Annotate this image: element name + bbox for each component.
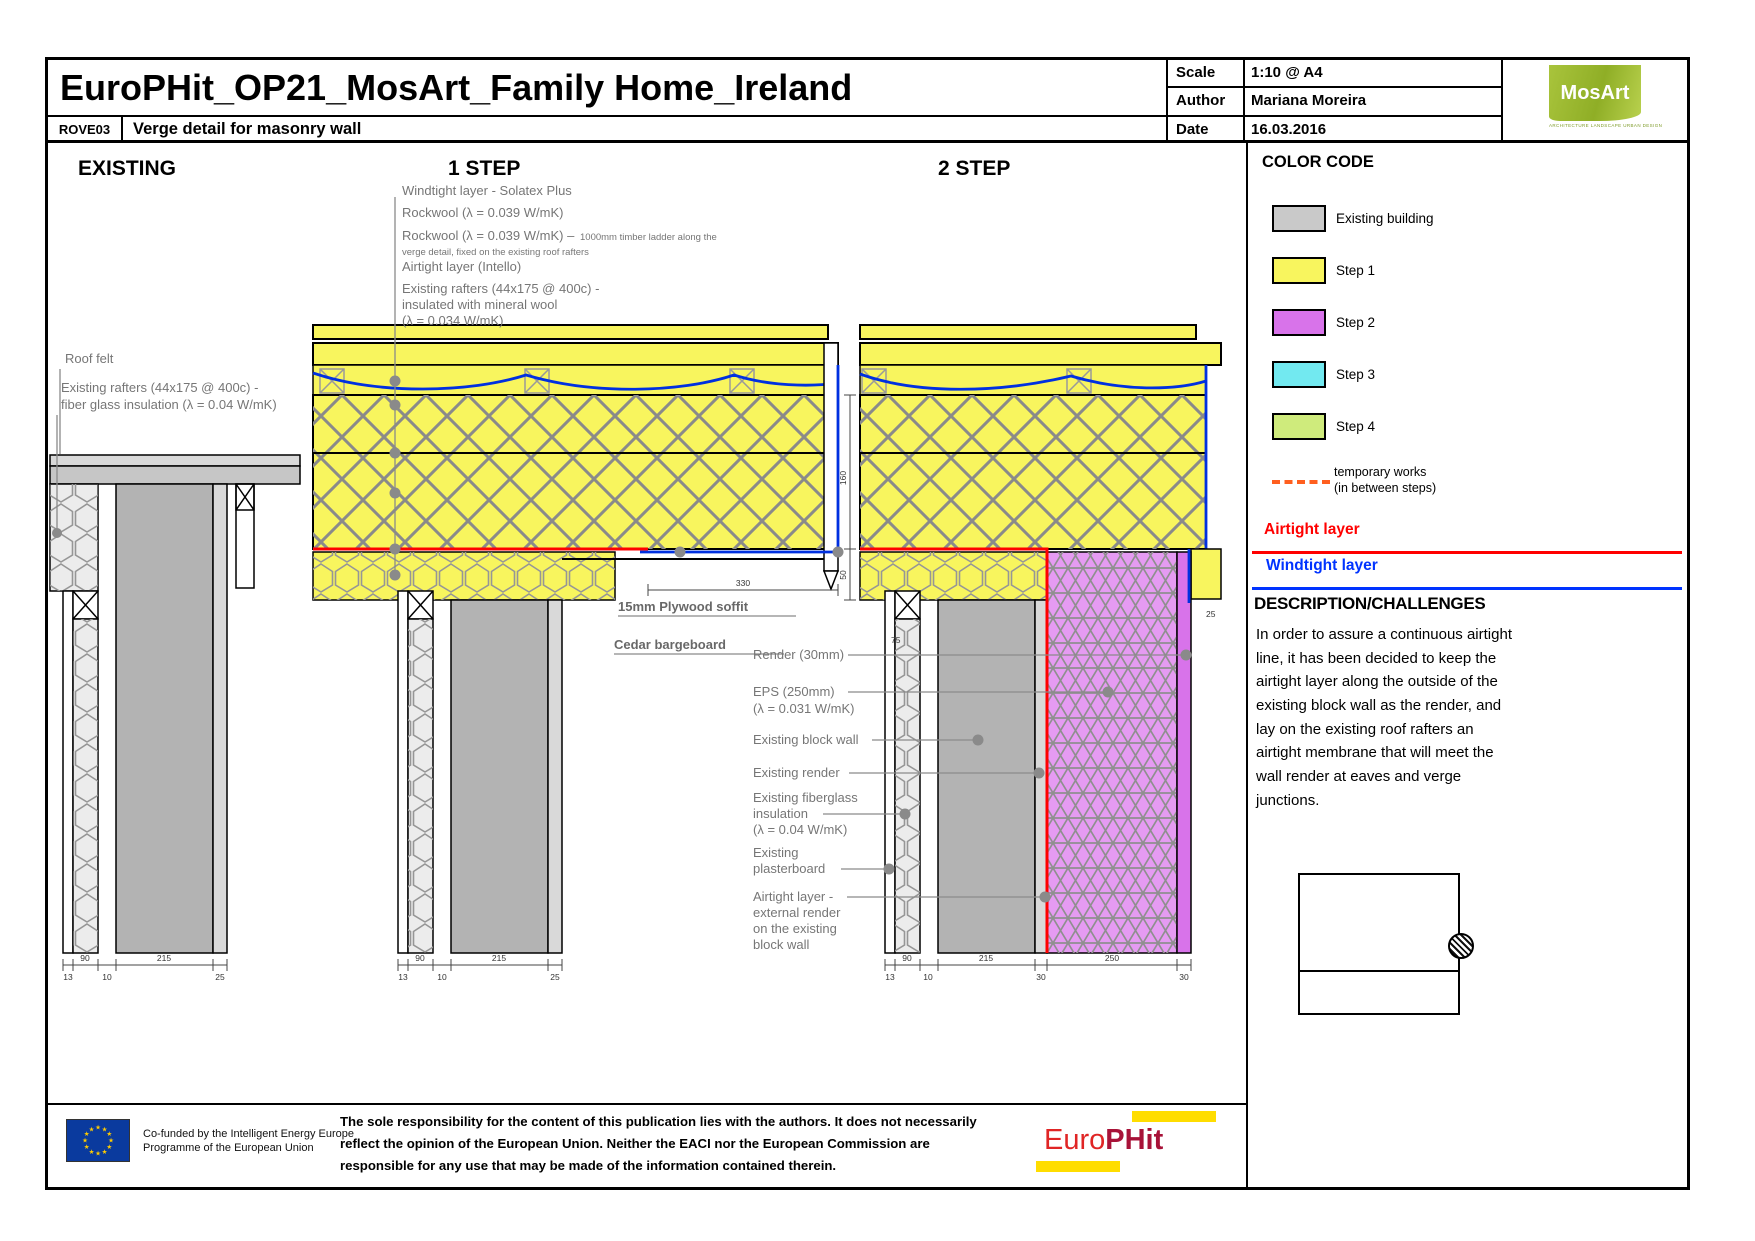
dim-10: 10 [102, 972, 112, 982]
svg-text:13: 13 [885, 972, 895, 982]
label-step1-rafters-3: (λ = 0.034 W/mK) [402, 313, 504, 328]
label-eps-1: EPS (250mm) [753, 684, 835, 699]
label-eps-2: (λ = 0.031 W/mK) [753, 701, 855, 716]
label-windtight-solatex: Windtight layer - Solatex Plus [402, 183, 572, 198]
label-rockwool-2: Rockwool (λ = 0.039 W/mK) – [402, 228, 575, 243]
mosart-logo [1549, 65, 1663, 128]
airtight-layer-line [1252, 551, 1682, 554]
sheet-frame [45, 57, 1690, 1190]
dim-13: 13 [63, 972, 73, 982]
description-body: In order to assure a continuous airtight line, it has been decided to keep the airtight layer along the outside of the existing block wall as the render, and lay on the existing roof rafters an airtight membrane that will meet the wall render at eaves and verge junctions. [1256, 626, 1512, 809]
date-label: Date [1168, 117, 1245, 143]
europhit-logo [1010, 1107, 1238, 1185]
description-title: DESCRIPTION/CHALLENGES [1254, 594, 1486, 613]
label-step1-rafters-2: insulated with mineral wool [402, 297, 558, 312]
label-existing-block-wall: Existing block wall [753, 732, 859, 747]
svg-text:250: 250 [1104, 953, 1120, 963]
label-existing-fiberglass-2: insulation [753, 806, 808, 821]
europhit-logo-phit: PHit [1105, 1124, 1164, 1156]
europhit-logo-bar-bottom [1036, 1161, 1120, 1172]
label-existing-plasterboard-2: plasterboard [753, 861, 826, 876]
drawing-title: Verge detail for masonry wall [123, 117, 1168, 143]
svg-text:★: ★ [101, 1149, 108, 1156]
label-existing-rafters-1: Existing rafters (44x175 @ 400c) - [61, 380, 259, 395]
swatch-step1 [1272, 257, 1326, 284]
section-heading-step2: 2 STEP [938, 157, 1011, 180]
svg-text:★: ★ [95, 1150, 101, 1158]
dim-75: 75 [891, 635, 901, 645]
swatch-existing-building [1272, 205, 1326, 232]
swatch-step3 [1272, 361, 1326, 388]
label-airtight-render-1: Airtight layer - [753, 889, 834, 904]
label-cedar-bargeboard: Cedar bargeboard [614, 637, 726, 652]
swatch-step2 [1272, 309, 1326, 336]
temporary-works-label-1: temporary works [1334, 465, 1427, 479]
svg-text:★: ★ [106, 1131, 113, 1139]
label-airtight-intello: Airtight layer (Intello) [402, 259, 522, 274]
label-rockwool-1: Rockwool (λ = 0.039 W/mK) [402, 205, 564, 220]
key-plan-line [1300, 970, 1458, 972]
label-render-30: Render (30mm) [753, 647, 845, 662]
swatch-step4 [1272, 413, 1326, 440]
scale-value: 1:10 @ A4 [1245, 60, 1503, 88]
dim-25: 25 [215, 972, 225, 982]
footer [48, 1103, 1246, 1187]
label-airtight-render-3: on the existing [753, 921, 837, 936]
svg-text:90: 90 [902, 953, 912, 963]
label-airtight-render-4: block wall [753, 937, 810, 952]
svg-text:★: ★ [88, 1149, 95, 1156]
disclaimer-line-1: The sole responsibility for the content of this publication lies with the authors. It does not necessarily [340, 1114, 977, 1129]
temporary-works-label-2: (in between steps) [1334, 481, 1437, 495]
svg-text:★: ★ [83, 1131, 90, 1139]
svg-text:90: 90 [415, 953, 425, 963]
airtight-layer-label: Airtight layer [1264, 521, 1360, 538]
dim-50: 50 [838, 570, 848, 580]
label-existing-rafters-2: fiber glass insulation (λ = 0.04 W/mK) [61, 397, 277, 412]
dim-160: 160 [838, 470, 848, 486]
label-rockwool-2-note-2: verge detail, fixed on the existing roof rafters [402, 247, 589, 258]
svg-text:10: 10 [923, 972, 933, 982]
label-plywood-soffit: 15mm Plywood soffit [618, 599, 749, 614]
legend-item-step2: Step 2 [1248, 309, 1687, 336]
project-title: EuroPHit_OP21_MosArt_Family Home_Ireland [48, 60, 1168, 117]
section-heading-existing: EXISTING [78, 157, 177, 180]
svg-text:10: 10 [437, 972, 447, 982]
europhit-logo-bar-top [1132, 1111, 1216, 1122]
disclaimer-line-3: responsible for any use that may be made of the information contained therein. [340, 1158, 837, 1173]
svg-text:25: 25 [550, 972, 560, 982]
color-code-title: COLOR CODE [1262, 153, 1374, 171]
label-existing-fiberglass-3: (λ = 0.04 W/mK) [753, 822, 848, 837]
svg-text:30: 30 [1036, 972, 1046, 982]
detail-drawings [48, 143, 1246, 1103]
label-existing-plasterboard-1: Existing [753, 845, 799, 860]
legend-item-step4: Step 4 [1248, 413, 1687, 440]
dim-90: 90 [80, 953, 90, 963]
svg-text:13: 13 [398, 972, 408, 982]
author-value: Mariana Moreira [1245, 88, 1503, 117]
label-roof-felt: Roof felt [65, 351, 114, 366]
scale-label: Scale [1168, 60, 1245, 88]
dim-25-top: 25 [1206, 609, 1216, 619]
mosart-logo-caption: ARCHITECTURE LANDSCAPE URBAN DESIGN [1549, 123, 1663, 128]
existing-drawing [50, 351, 300, 982]
svg-text:★: ★ [108, 1137, 114, 1145]
legend-item-step3: Step 3 [1248, 361, 1687, 388]
europhit-logo-euro: Euro [1044, 1124, 1106, 1156]
cofunded-text: Co-funded by the Intelligent Energy Europe Programme of the European Union [143, 1128, 354, 1154]
svg-text:★: ★ [106, 1144, 113, 1152]
svg-text:★: ★ [95, 1124, 101, 1132]
label-step1-rafters-1: Existing rafters (44x175 @ 400c) - [402, 281, 600, 296]
dim-330: 330 [735, 578, 751, 588]
label-rockwool-2-note-1: 1000mm timber ladder along the [580, 232, 717, 243]
svg-text:30: 30 [1179, 972, 1189, 982]
legend-item-step1: Step 1 [1248, 257, 1687, 284]
dim-215: 215 [156, 953, 172, 963]
mosart-logo-text: MosArt [1549, 65, 1641, 121]
eu-flag-icon [66, 1119, 130, 1162]
disclaimer-line-2: reflect the opinion of the European Union. Neither the EACI nor the European Commission are [340, 1136, 930, 1151]
svg-text:★: ★ [82, 1137, 88, 1145]
temporary-works-line [1272, 480, 1330, 484]
label-existing-fiberglass-1: Existing fiberglass [753, 790, 858, 805]
label-airtight-render-2: external render [753, 905, 841, 920]
windtight-layer-label: Windtight layer [1266, 557, 1378, 574]
windtight-layer-line [1252, 587, 1682, 590]
svg-text:215: 215 [491, 953, 507, 963]
key-plan [1298, 873, 1460, 1015]
mosart-logo-cell [1503, 60, 1687, 143]
legend-panel [1246, 143, 1687, 1187]
key-plan-detail-marker [1448, 933, 1474, 959]
section-heading-step1: 1 STEP [448, 157, 521, 180]
svg-text:★: ★ [101, 1126, 108, 1134]
svg-text:★: ★ [83, 1144, 90, 1152]
svg-text:★: ★ [88, 1126, 95, 1134]
date-value: 16.03.2016 [1245, 117, 1503, 143]
legend-item-existing: Existing building [1248, 205, 1687, 232]
svg-text:215: 215 [978, 953, 994, 963]
label-existing-render: Existing render [753, 765, 840, 780]
drawing-code: ROVE03 [48, 117, 123, 143]
author-label: Author [1168, 88, 1245, 117]
